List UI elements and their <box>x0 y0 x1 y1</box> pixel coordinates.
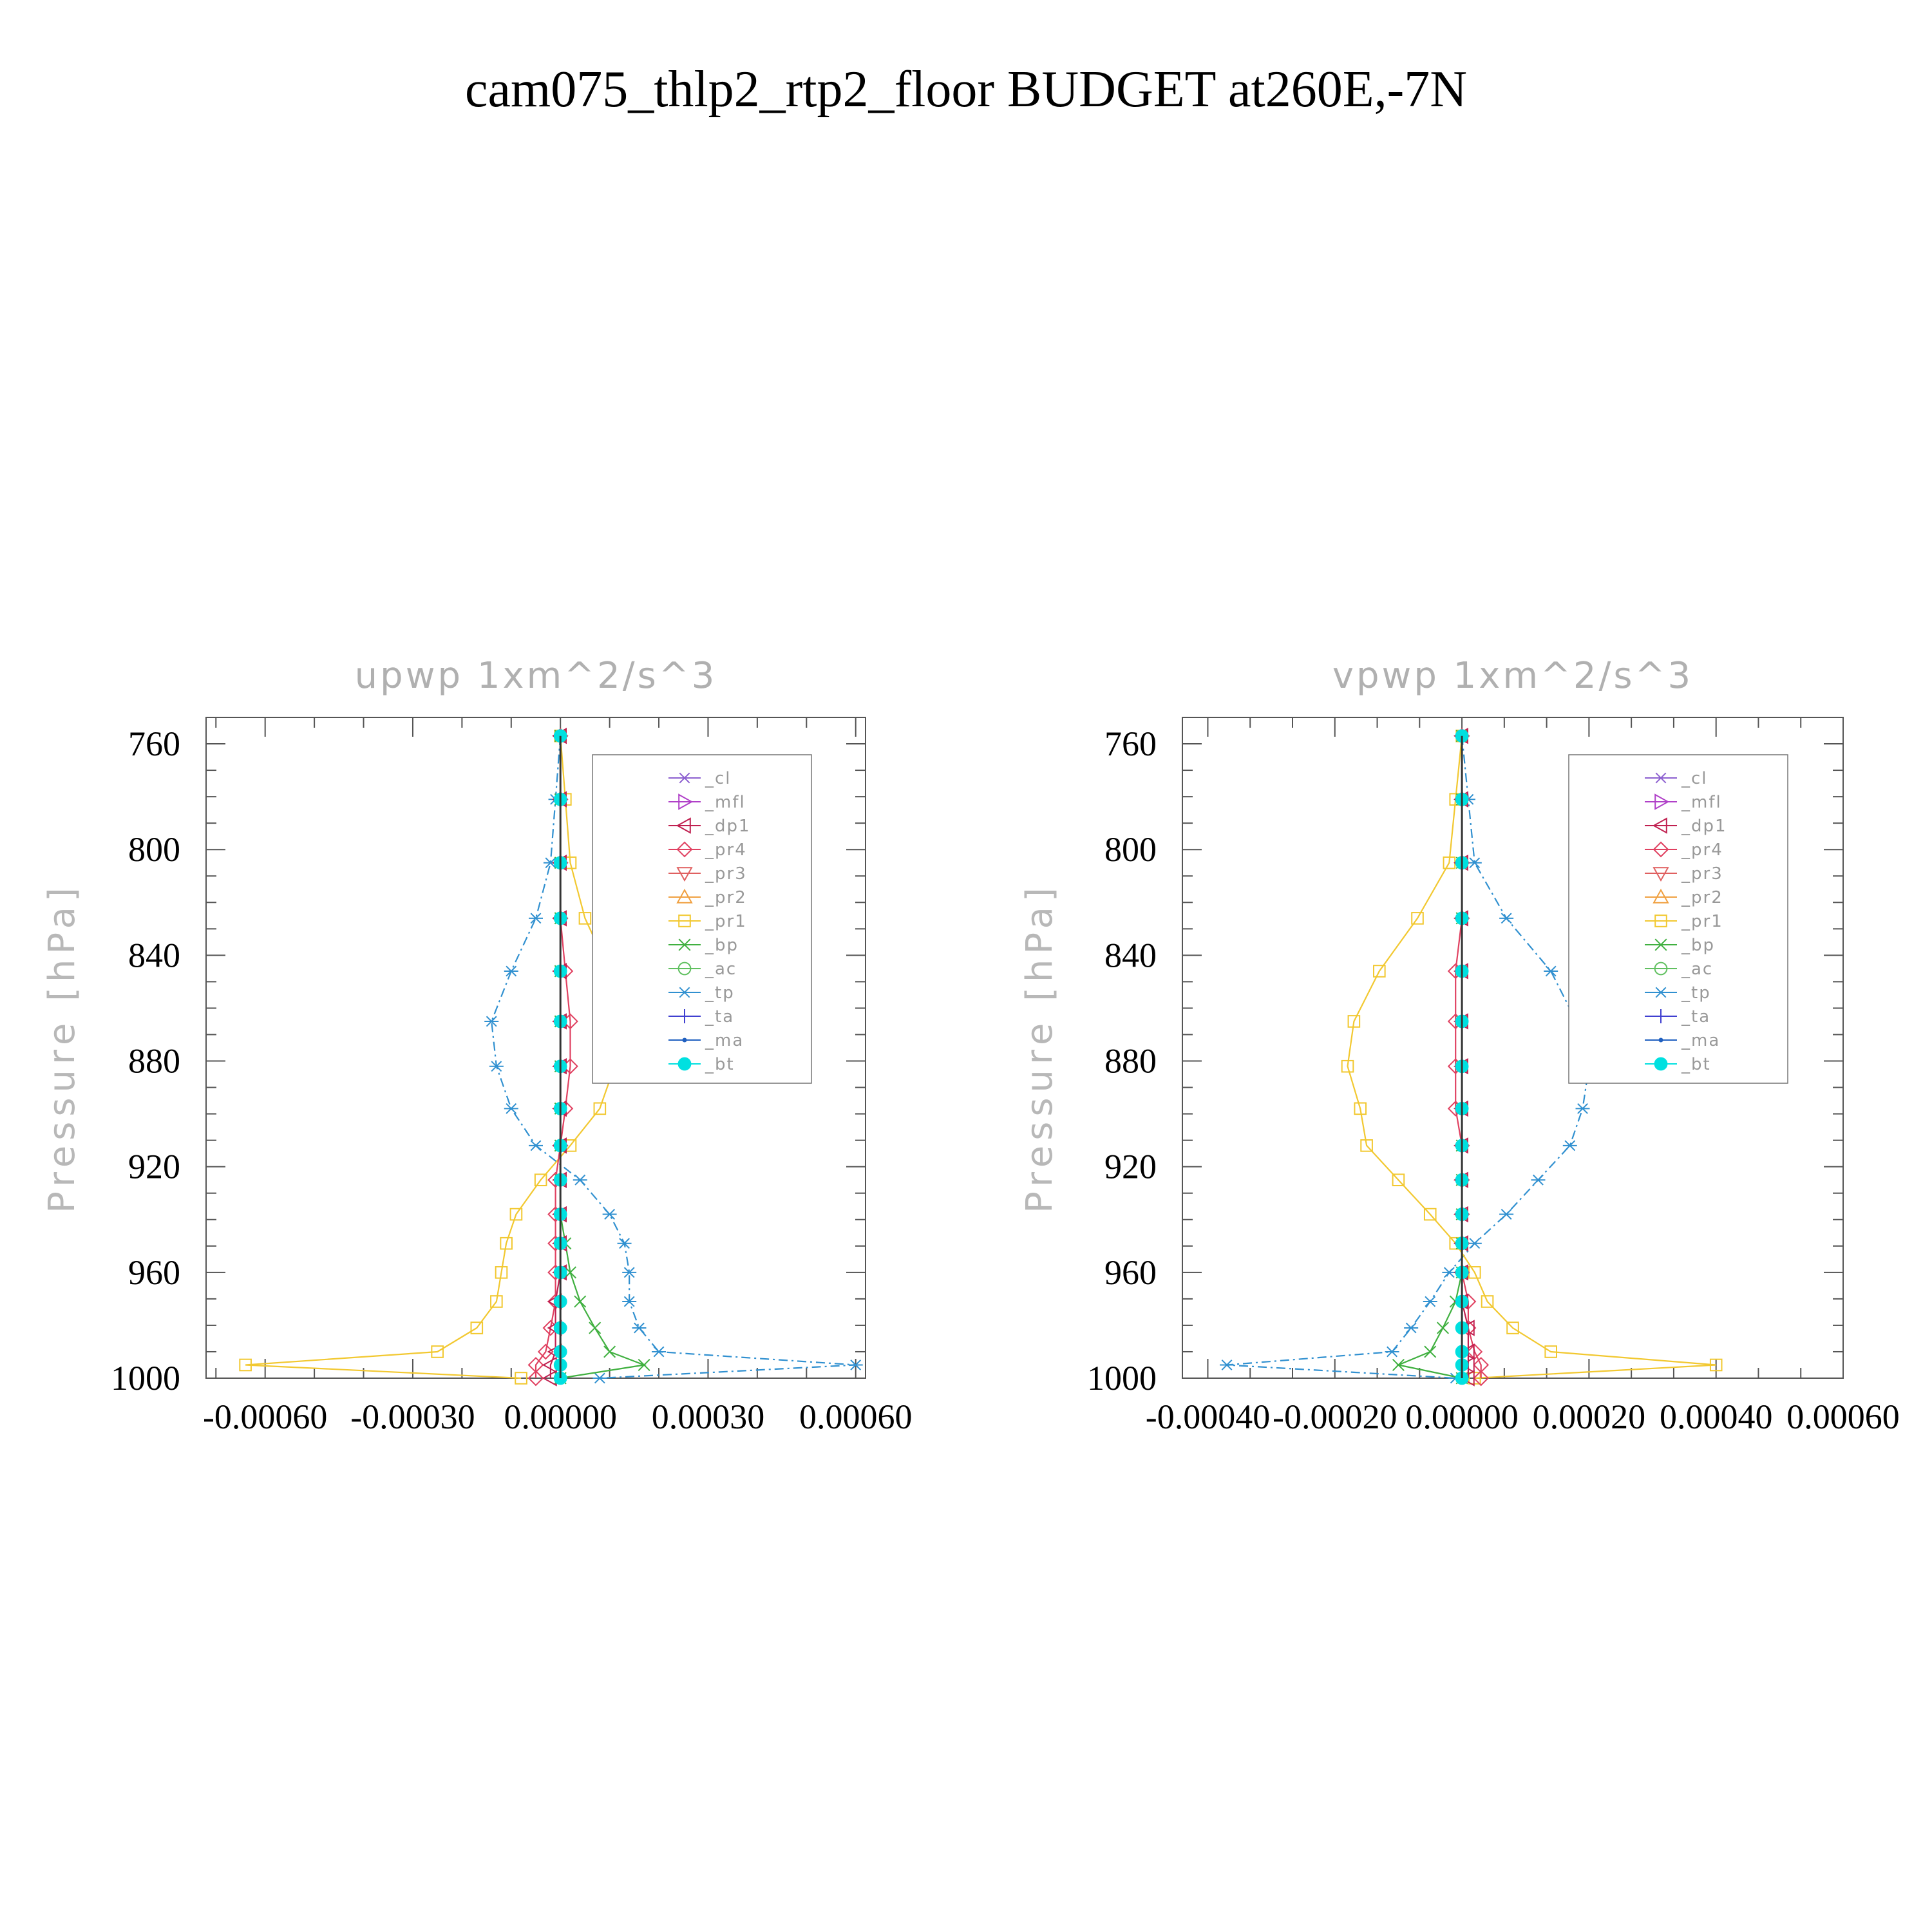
legend-label: _ac <box>705 960 737 979</box>
y-axis-label: Pressure [hPa] <box>41 882 83 1213</box>
data-point <box>632 1323 646 1332</box>
series-tp <box>1220 731 1596 1383</box>
legend-label: _pr1 <box>1681 912 1723 931</box>
upwp-panel <box>41 655 912 1436</box>
y-tick-label: 880 <box>128 1041 180 1081</box>
vpwp-panel <box>1019 655 1900 1436</box>
legend-label: _ma <box>705 1031 744 1050</box>
legend-label: _tp <box>1681 983 1711 1003</box>
series-pr4 <box>1448 729 1488 1385</box>
data-point <box>1563 1141 1577 1150</box>
legend-label: _cl <box>705 769 732 788</box>
legend-label: _mfl <box>705 793 746 812</box>
y-tick-label: 960 <box>128 1253 180 1292</box>
series-pr1 <box>240 730 625 1384</box>
legend-label: _ac <box>1681 960 1714 979</box>
legend-marker <box>1659 1038 1663 1043</box>
x-tick-label: 0.00060 <box>799 1397 913 1436</box>
legend-marker <box>678 1057 691 1070</box>
data-point <box>1499 1209 1513 1219</box>
legend <box>592 755 811 1083</box>
legend-label: _dp1 <box>1681 817 1727 836</box>
data-point <box>504 1104 518 1113</box>
x-tick-label: -0.00020 <box>1273 1397 1397 1436</box>
page-title: cam075_thlp2_rtp2_floor BUDGET at260E,-7N <box>464 61 1468 118</box>
data-point <box>1544 966 1558 976</box>
data-point <box>1423 1296 1437 1306</box>
y-tick-label: 760 <box>128 724 180 764</box>
legend-box <box>592 755 811 1083</box>
legend-label: _bt <box>1681 1055 1711 1074</box>
data-point <box>1404 1323 1418 1332</box>
legend-label: _tp <box>705 983 735 1003</box>
x-tick-label: 0.00020 <box>1532 1397 1646 1436</box>
series-dp1 <box>544 729 566 1385</box>
legend-box <box>1569 755 1788 1083</box>
legend-label: _pr3 <box>1681 864 1723 884</box>
legend-label: _bp <box>705 936 739 955</box>
data-point <box>1393 1359 1405 1371</box>
series-line <box>245 736 620 1378</box>
legend <box>1569 755 1788 1083</box>
series-pr4 <box>529 729 577 1385</box>
legend-label: _pr1 <box>705 912 747 931</box>
x-tick-label: 0.00000 <box>504 1397 617 1436</box>
data-point <box>592 1373 607 1383</box>
x-tick-label: 0.00060 <box>1786 1397 1900 1436</box>
series-line <box>1227 736 1589 1378</box>
legend-label: _pr4 <box>1681 840 1723 860</box>
y-tick-label: 800 <box>1104 830 1157 869</box>
legend-label: _bp <box>1681 936 1716 955</box>
data-point <box>1499 913 1513 923</box>
data-point <box>1437 1322 1449 1334</box>
x-tick-label: 0.00030 <box>651 1397 765 1436</box>
legend-label: _pr2 <box>705 888 747 907</box>
legend-label: _ma <box>1681 1031 1721 1050</box>
legend-label: _cl <box>1681 769 1708 788</box>
x-tick-label: -0.00060 <box>202 1397 328 1436</box>
data-point <box>603 1209 617 1219</box>
legend-marker <box>1654 1057 1667 1070</box>
data-point <box>1220 1360 1234 1370</box>
y-tick-label: 1000 <box>1087 1359 1157 1397</box>
y-tick-label: 800 <box>128 830 180 869</box>
x-tick-label: -0.00030 <box>350 1397 475 1436</box>
y-tick-label: 920 <box>1104 1147 1157 1186</box>
legend-label: _dp1 <box>705 817 751 836</box>
series-bp <box>1393 730 1468 1384</box>
legend-label: _ta <box>1681 1007 1711 1027</box>
y-tick-label: 920 <box>128 1147 180 1186</box>
chart-title: vpwp 1xm^2/s^3 <box>1332 655 1694 697</box>
data-point <box>1576 1104 1590 1113</box>
legend-label: _pr3 <box>705 864 747 884</box>
data-point <box>589 1322 601 1334</box>
data-point <box>604 1346 616 1358</box>
data-point <box>1425 1346 1436 1358</box>
y-tick-label: 880 <box>1104 1041 1157 1081</box>
y-tick-label: 960 <box>1104 1253 1157 1292</box>
y-tick-label: 840 <box>1104 936 1157 975</box>
data-point <box>504 966 518 976</box>
y-tick-label: 1000 <box>111 1359 180 1397</box>
legend-label: _mfl <box>1681 793 1722 812</box>
y-tick-label: 840 <box>128 936 180 975</box>
legend-label: _pr4 <box>705 840 747 860</box>
x-tick-label: 0.00040 <box>1659 1397 1773 1436</box>
data-point <box>1531 1175 1545 1185</box>
legend-label: _bt <box>705 1055 735 1074</box>
y-tick-label: 760 <box>1104 724 1157 764</box>
x-tick-label: -0.00040 <box>1145 1397 1271 1436</box>
legend-label: _pr2 <box>1681 888 1723 907</box>
data-point <box>574 1296 586 1307</box>
legend-marker <box>683 1038 687 1043</box>
data-point <box>529 913 543 923</box>
chart-title: upwp 1xm^2/s^3 <box>354 655 717 697</box>
y-axis-label: Pressure [hPa] <box>1019 882 1061 1213</box>
legend-label: _ta <box>705 1007 735 1027</box>
data-point <box>1385 1347 1399 1356</box>
data-point <box>652 1347 666 1356</box>
x-tick-label: 0.00000 <box>1405 1397 1519 1436</box>
